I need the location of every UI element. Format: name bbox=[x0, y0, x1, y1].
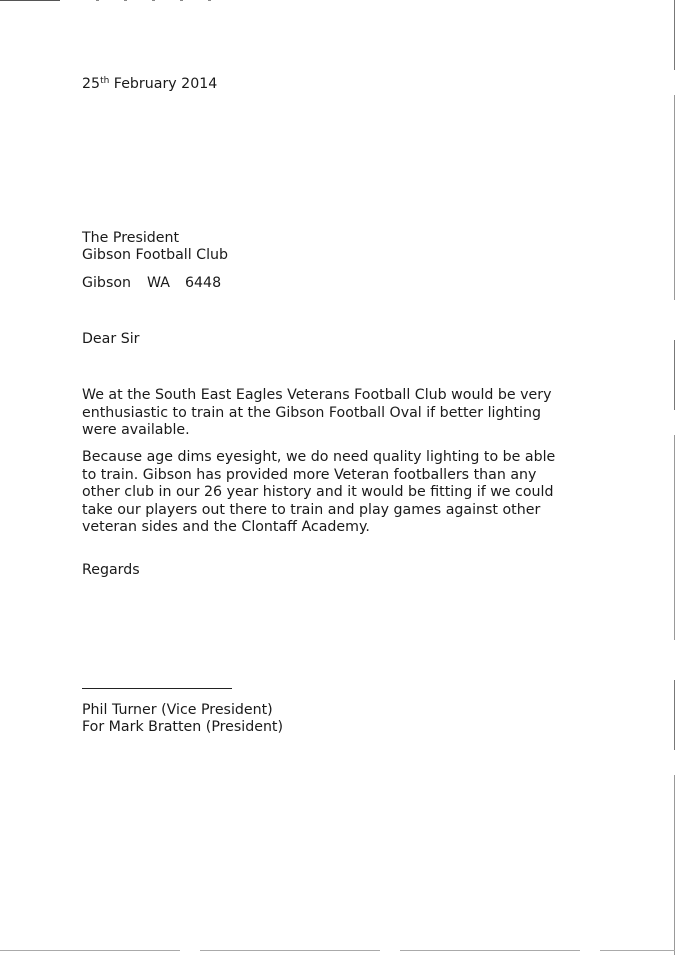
recipient-town: Gibson bbox=[82, 275, 132, 291]
recipient-postcode: 6448 bbox=[184, 275, 222, 291]
signature-line bbox=[82, 688, 232, 689]
recipient-title: The President bbox=[82, 230, 180, 246]
scan-edge-top-marks bbox=[96, 0, 216, 1]
letter-date: 25th February 2014 bbox=[82, 76, 218, 92]
scan-edge-top bbox=[0, 0, 60, 1]
recipient-state: WA bbox=[147, 275, 170, 291]
body-paragraph-2: Because age dims eyesight, we do need quality lighting to be able to train. Gibson has provided more Veteran footballers than any other club in our 26 year history and it would be fitting if we could take our players out there to train and play games against other veteran sides and the Clontaff Academy. bbox=[82, 449, 556, 535]
recipient-address bbox=[82, 275, 221, 293]
signer-name: Phil Turner (Vice President) bbox=[82, 702, 273, 718]
scan-edge-bottom bbox=[0, 950, 675, 951]
body-paragraph-1: We at the South East Eagles Veterans Football Club would be very enthusiastic to train at the Gibson Football Oval if better lighting were available. bbox=[82, 387, 552, 438]
signer-on-behalf: For Mark Bratten (President) bbox=[82, 719, 284, 735]
recipient-organization: Gibson Football Club bbox=[82, 247, 229, 263]
date-ordinal-suffix: th bbox=[100, 76, 110, 86]
salutation: Dear Sir bbox=[82, 331, 140, 347]
closing: Regards bbox=[82, 562, 140, 578]
